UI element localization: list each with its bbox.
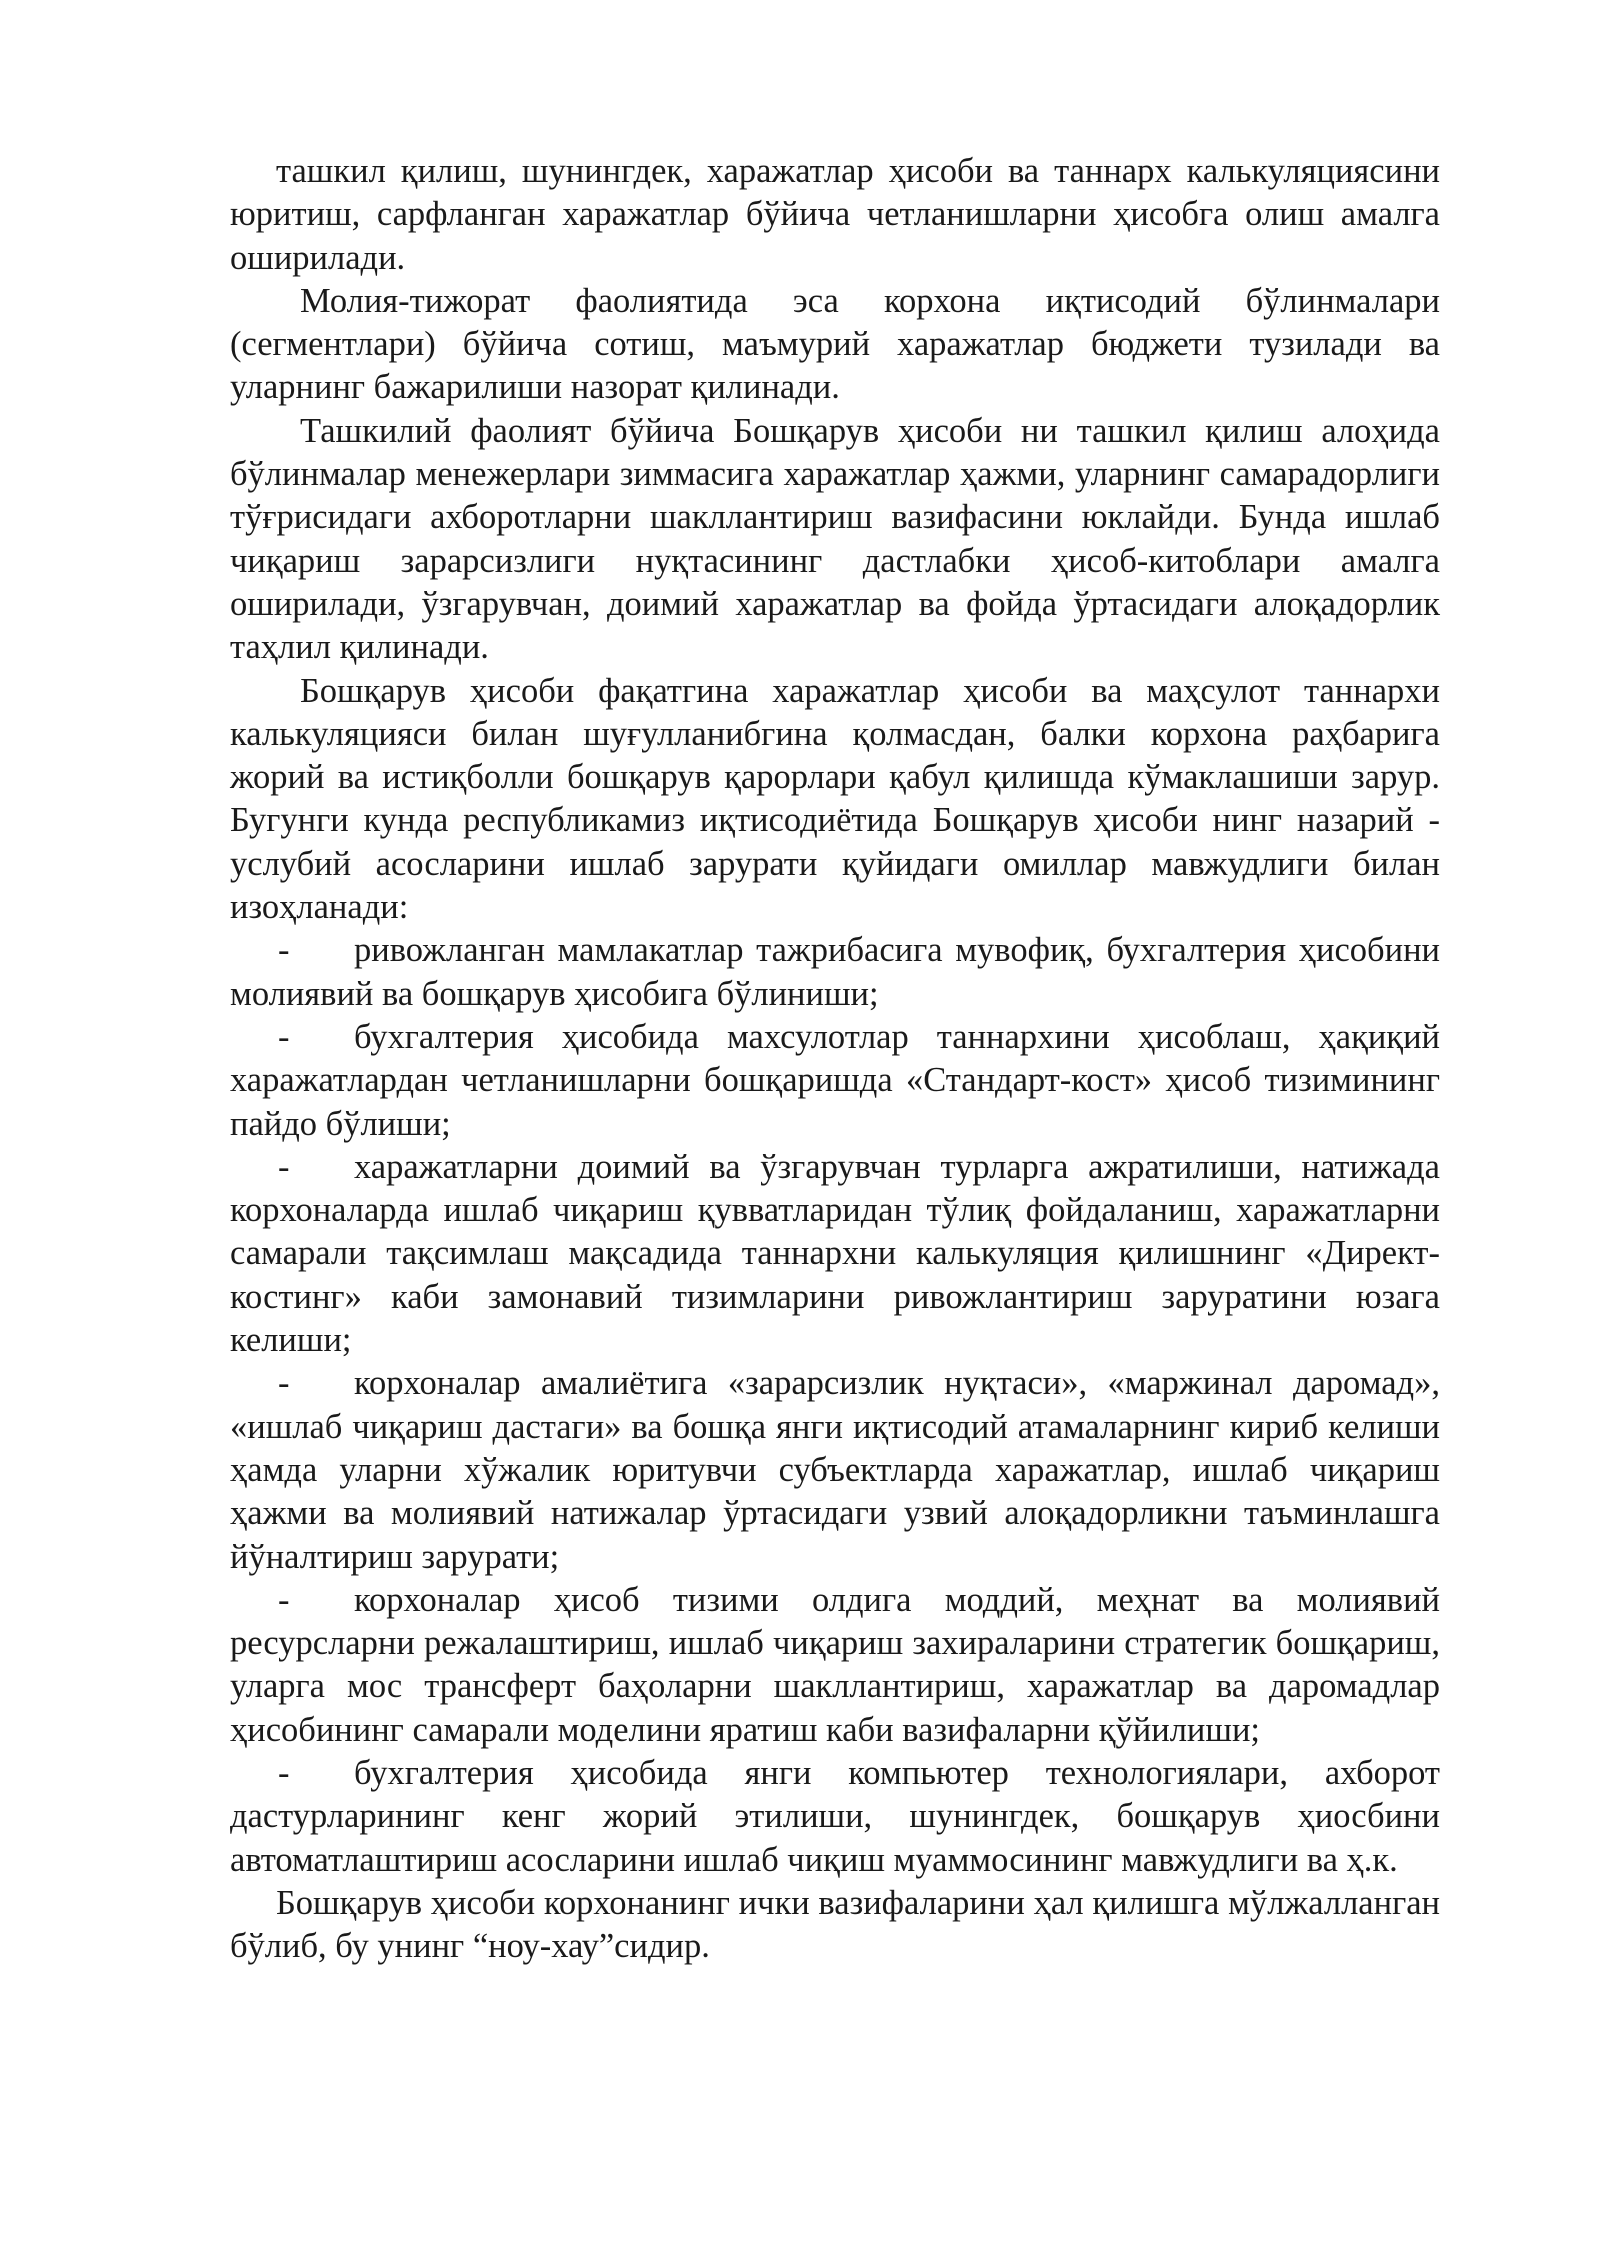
bullet-dash: -: [278, 1017, 290, 1056]
bullet-dash: -: [278, 931, 290, 970]
bullet-text: бухгалтерия ҳисобида махсулотлар таннархини ҳисоблаш, ҳақиқий харажатлардан четланишларни бошқаришда «Стандарт-кост» ҳисоб тизимининг пайдо бўлиши;: [230, 1017, 1440, 1143]
bullet-item: [230, 1579, 1440, 1752]
bullet-text: бухгалтерия ҳисобида янги компьютер технологиялари, ахборот дастурларининг кенг жорий этилиши, шунингдек, бошқарув ҳиосбини автоматлаштириш асосларини ишлаб чиқиш муаммосининг мавжудлиги ва ҳ.к.: [230, 1753, 1440, 1879]
bullet-item: [230, 929, 1440, 1016]
paragraph-finance-commerce: Молия-тижорат фаолиятида эса корхона иқтисодий бўлинмалари (сегментлари) бўйича сотиш, маъмурий харажатлар бюджети тузилади ва уларнинг бажарилиши назорат қилинади.: [230, 281, 1440, 407]
paragraph-closing: Бошқарув ҳисоби корхонанинг ички вазифаларини ҳал қилишга мўлжалланган бўлиб, бу унинг “ноу-хау”сидир.: [230, 1883, 1440, 1966]
document-page: [230, 150, 1440, 1968]
paragraph-organizational: Ташкилий фаолият бўйича Бошқарув ҳисоби ни ташкил қилиш алоҳида бўлинмалар менежерлари зиммасига харажатлар ҳажми, уларнинг самарадорлиги тўғрисидаги ахборотларни шакллантириш вазифасини юклайди. Бунда ишлаб чиқариш зарарсизлиги нуқтасининг дастлабки ҳисоб-китоблари амалга оширилади, ўзгарувчан, доимий харажатлар ва фойда ўртасидаги алоқадорлик таҳлил қилинади.: [230, 411, 1440, 667]
bullet-text: корхоналар ҳисоб тизими олдига моддий, меҳнат ва молиявий ресурсларни режалаштириш, ишлаб чиқариш захираларини стратегик бошқариш, уларга мос трансферт баҳоларни шакллантириш, харажатлар ва даромадлар ҳисобининг самарали моделини яратиш каби вазифаларни қўйилиши;: [230, 1580, 1440, 1749]
bullet-dash: -: [278, 1147, 290, 1186]
bullet-text: корхоналар амалиётига «зарарсизлик нуқтаси», «маржинал даромад», «ишлаб чиқариш дастаги» ва бошқа янги иқтисодий атамаларнинг кириб келиши ҳамда уларни хўжалик юритувчи субъектларда харажатлар, ишлаб чиқариш ҳажми ва молиявий натижалар ўртасидаги узвий алоқадорликни таъминлашга йўналтириш зарурати;: [230, 1364, 1440, 1576]
bullet-item: [230, 1362, 1440, 1578]
bullet-item: [230, 1146, 1440, 1362]
bullet-dash: -: [278, 1580, 290, 1619]
bullet-item: [230, 1016, 1440, 1146]
bullet-item: [230, 1752, 1440, 1882]
bullet-text: харажатларни доимий ва ўзгарувчан турларга ажратилиши, натижада корхоналарда ишлаб чиқариш қувватларидан тўлиқ фойдаланиш, харажатларни самарали тақсимлаш мақсадида таннархни калькуляция қилишнинг «Директ-костинг» каби замонавий тизимларини ривожлантириш заруратини юзага келиши;: [230, 1147, 1440, 1360]
bullet-text: ривожланган мамлакатлар тажрибасига мувофиқ, бухгалтерия ҳисобини молиявий ва бошқарув ҳисобига бўлиниши;: [230, 931, 1440, 1013]
bullet-dash: -: [278, 1364, 290, 1403]
bullet-dash: -: [278, 1753, 290, 1792]
paragraph-continuation: ташкил қилиш, шунингдек, харажатлар ҳисоби ва таннарх калькуляциясини юритиш, сарфланган харажатлар бўйича четланишларни ҳисобга олиш амалга оширилади.: [230, 152, 1440, 277]
paragraph-management-accounting: Бошқарув ҳисоби фақатгина харажатлар ҳисоби ва маҳсулот таннархи калькуляцияси билан шуғулланибгина қолмасдан, балки корхона раҳбарига жорий ва истиқболли бошқарув қарорлари қабул қилишда кўмаклашиши зарур. Бугунги кунда республикамиз иқтисодиётида Бошқарув ҳисоби нинг назарий - услубий асосларини ишлаб зарурати қуйидаги омиллар мавжудлиги билан изоҳланади:: [230, 671, 1440, 927]
